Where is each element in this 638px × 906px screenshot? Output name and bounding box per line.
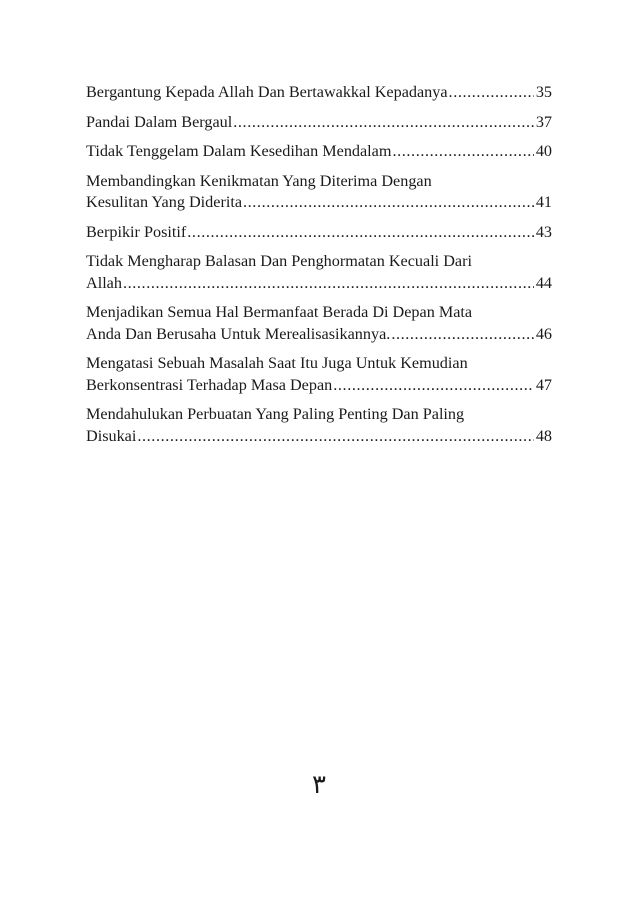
toc-entry bbox=[86, 404, 552, 447]
toc-entry bbox=[86, 302, 552, 345]
toc-entry-title-line-2: Kesulitan Yang Diderita bbox=[86, 193, 243, 211]
toc-line bbox=[86, 112, 552, 134]
dot-leader bbox=[392, 141, 533, 163]
dot-leader bbox=[187, 222, 534, 244]
toc-line bbox=[86, 82, 552, 104]
toc-line bbox=[86, 426, 552, 448]
toc-page-number: 43 bbox=[535, 222, 552, 241]
toc-entry-title: Pandai Dalam Bergaul bbox=[86, 112, 233, 131]
toc-entry-title-line-1: Membandingkan Kenikmatan Yang Diterima Dengan bbox=[86, 171, 432, 190]
toc-line bbox=[86, 324, 552, 346]
toc-page-number: 44 bbox=[535, 273, 552, 292]
page-number: ٣ bbox=[312, 770, 326, 800]
toc-entry-title: Bergantung Kepada Allah Dan Bertawakkal Kepadanya bbox=[86, 83, 448, 101]
toc-line bbox=[86, 375, 552, 397]
toc-entry bbox=[86, 251, 552, 294]
dot-leader bbox=[243, 192, 534, 214]
toc-page-number: 48 bbox=[535, 426, 552, 445]
toc-entry-title: Berpikir Positif bbox=[86, 222, 187, 241]
toc-entry-title-line-1: Mengatasi Sebuah Masalah Saat Itu Juga Untuk Kemudian bbox=[86, 354, 468, 372]
dot-leader bbox=[391, 324, 533, 346]
toc-entry bbox=[86, 222, 552, 244]
toc-page-number: 35 bbox=[535, 83, 552, 101]
toc-entry-title-line-1: Mendahulukan Perbuatan Yang Paling Penting Dan Paling bbox=[86, 405, 465, 423]
toc-page-number: 40 bbox=[535, 142, 552, 160]
toc-entry bbox=[86, 353, 552, 396]
toc-line bbox=[86, 192, 552, 214]
toc-page-number: 46 bbox=[535, 324, 552, 343]
toc-entry-title-line-1: Menjadikan Semua Hal Bermanfaat Berada Di Depan Mata bbox=[86, 303, 473, 321]
toc-entry bbox=[86, 171, 552, 214]
dot-leader bbox=[333, 375, 534, 397]
toc-entry-title-line-2: Disukai bbox=[86, 426, 137, 445]
toc-entry bbox=[86, 141, 552, 163]
toc-line bbox=[86, 222, 552, 244]
toc-entry bbox=[86, 112, 552, 134]
toc-page-number: 37 bbox=[535, 112, 552, 131]
toc-entry-title: Tidak Tenggelam Dalam Kesedihan Mendalam bbox=[86, 142, 392, 160]
toc-entry-title-line-2: Allah bbox=[86, 273, 122, 292]
toc-line bbox=[86, 273, 552, 295]
dot-leader bbox=[233, 112, 534, 134]
toc-entry-title-line-1: Tidak Mengharap Balasan Dan Penghormatan Kecuali Dari bbox=[86, 252, 472, 270]
toc-line bbox=[86, 141, 552, 163]
toc-entry-title-line-2: Berkonsentrasi Terhadap Masa Depan bbox=[86, 375, 333, 394]
toc-page-number: 41 bbox=[535, 193, 552, 211]
dot-leader bbox=[123, 273, 534, 295]
toc-entry bbox=[86, 82, 552, 104]
toc-entry-title-line-2: Anda Dan Berusaha Untuk Merealisasikannya. bbox=[86, 324, 391, 343]
dot-leader bbox=[449, 82, 534, 104]
table-of-contents bbox=[86, 82, 552, 455]
dot-leader bbox=[137, 426, 533, 448]
toc-page-number: 47 bbox=[535, 375, 552, 394]
